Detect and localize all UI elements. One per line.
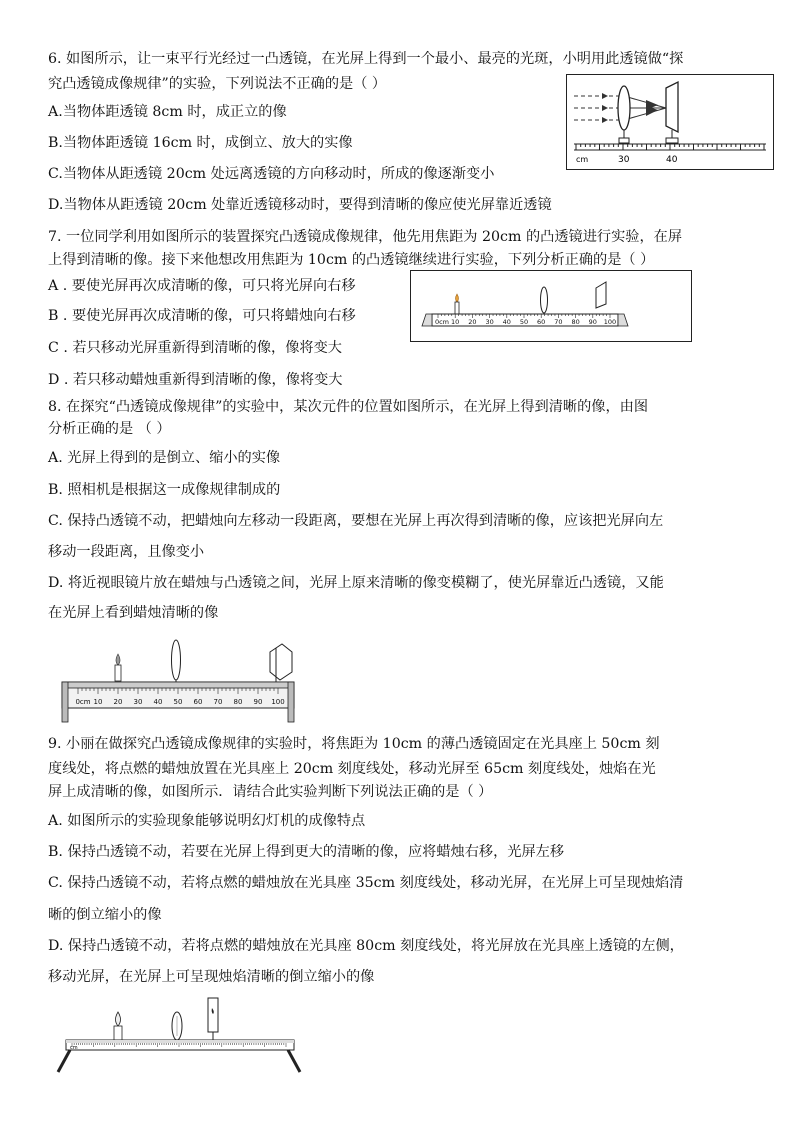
light-screen	[208, 998, 218, 1044]
ruler-unit-label: cm	[70, 1045, 78, 1051]
q9-figure	[48, 994, 308, 1078]
q8-stem-line-2: 分析正确的是 （ ）	[48, 421, 171, 437]
q6-option-d: D.当物体从距透镜 20cm 处靠近透镜移动时，要得到清晰的像应使光屏靠近透镜	[48, 197, 552, 213]
ruler-label: 80	[233, 698, 243, 706]
q8-option-a: A. 光屏上得到的是倒立、缩小的实像	[48, 450, 281, 466]
ruler-label: 30	[133, 698, 143, 706]
q6-option-a: A.当物体距透镜 8cm 时，成正立的像	[48, 104, 287, 120]
q6-option-c: C.当物体从距透镜 20cm 处远离透镜的方向移动时，所成的像逐渐变小	[48, 166, 495, 182]
q9-stem-line-2: 度线处，将点燃的蜡烛放置在光具座上 20cm 刻度线处，移动光屏至 65cm 刻度线处，烛焰在光	[48, 761, 656, 777]
ruler-label: 50	[173, 698, 183, 706]
q9-option-d: D. 保持凸透镜不动，若将点燃的蜡烛放在光具座 80cm 刻度线处，将光屏放在光具座上透镜的左侧，	[48, 938, 684, 954]
ruler-label-40: 40	[666, 155, 678, 165]
q9-option-a: A. 如图所示的实验现象能够说明幻灯机的成像特点	[48, 813, 366, 829]
q7-figure	[410, 270, 692, 342]
q6-option-b: B.当物体距透镜 16cm 时，成倒立、放大的实像	[48, 135, 353, 151]
q9-option-d-cont: 移动光屏，在光屏上可呈现烛焰清晰的倒立缩小的像	[48, 969, 375, 985]
ruler-label: 60	[537, 318, 546, 326]
ruler-label: 80	[571, 318, 580, 326]
q8-stem-line-1: 8. 在探究“凸透镜成像规律”的实验中，某次元件的位置如图所示，在光屏上得到清晰的像，由图	[48, 399, 649, 415]
q8-option-c-cont: 移动一段距离，且像变小	[48, 544, 205, 560]
ruler-label: 0cm	[434, 318, 450, 326]
optical-bench	[62, 682, 294, 722]
q9-stem-line-1: 9. 小丽在做探究凸透镜成像规律的实验时，将焦距为 10cm 的薄凸透镜固定在光具座上 50cm 刻	[48, 736, 660, 752]
q9-stem-line-3: 屏上成清晰的像，如图所示．请结合此实验判断下列说法正确的是（ ）	[48, 784, 493, 800]
ruler-label: 10	[93, 698, 103, 706]
ruler-label: 20	[113, 698, 123, 706]
q9-option-c-cont: 晰的倒立缩小的像	[48, 907, 162, 923]
q8-figure	[56, 638, 302, 724]
optical-bench	[58, 1040, 300, 1072]
q7-stem-line-2: 上得到清晰的像。接下来他想改用焦距为 10cm 的凸透镜继续进行实验，下列分析正确的是（ ）	[48, 252, 655, 268]
q9-option-c: C. 保持凸透镜不动，若将点燃的蜡烛放在光具座 35cm 刻度线处，移动光屏，在光屏上可呈现烛焰清	[48, 875, 684, 891]
ruler-label: 60	[193, 698, 203, 706]
q6-stem-line-2: 究凸透镜成像规律”的实验，下列说法不正确的是（ ）	[48, 76, 387, 92]
q7-option-a: A . 要使光屏再次成清晰的像，可只将光屏向右移	[48, 278, 356, 294]
q8-option-d-cont: 在光屏上看到蜡烛清晰的像	[48, 605, 219, 621]
q6-figure	[566, 74, 774, 170]
ruler-label: 90	[588, 318, 597, 326]
convex-lens	[172, 1012, 182, 1044]
ruler-label: 70	[554, 318, 563, 326]
q8-option-c: C. 保持凸透镜不动，把蜡烛向左移动一段距离，要想在光屏上再次得到清晰的像，应该把光屏向左	[48, 513, 664, 529]
q7-option-c: C . 若只移动光屏重新得到清晰的像，像将变大	[48, 340, 342, 356]
q7-option-d: D . 若只移动蜡烛重新得到清晰的像，像将变大	[48, 372, 343, 388]
candle	[455, 294, 459, 314]
ruler-label: 100	[603, 318, 617, 326]
ruler-label: 40	[502, 318, 511, 326]
optical-bench	[422, 314, 628, 326]
candle	[114, 1012, 122, 1044]
q7-option-b: B . 要使光屏再次成清晰的像，可只将蜡烛向右移	[48, 308, 356, 324]
ruler-label: 70	[213, 698, 223, 706]
convex-lens	[618, 86, 630, 130]
q9-option-b: B. 保持凸透镜不动，若要在光屏上得到更大的清晰的像，应将蜡烛右移，光屏左移	[48, 844, 565, 860]
convex-lens	[541, 287, 548, 313]
light-screen	[270, 644, 292, 680]
ruler-label: 10	[451, 318, 460, 326]
ruler-label: 90	[253, 698, 263, 706]
ruler-label: 0cm	[75, 698, 91, 706]
q6-stem-line-1: 6. 如图所示，让一束平行光经过一凸透镜，在光屏上得到一个最小、最亮的光斑，小明用此透镜做“探	[48, 51, 684, 67]
ruler-unit-label: cm	[576, 155, 589, 164]
ruler-label: 30	[485, 318, 494, 326]
q8-option-b: B. 照相机是根据这一成像规律制成的	[48, 482, 281, 498]
candle	[115, 654, 121, 681]
convex-lens	[172, 640, 181, 680]
ruler-label: 20	[468, 318, 477, 326]
ruler-label: 50	[519, 318, 529, 326]
q7-stem-line-1: 7. 一位同学利用如图所示的装置探究凸透镜成像规律，他先用焦距为 20cm 的凸透镜进行实验，在屏	[48, 229, 683, 245]
ruler-label-30: 30	[618, 155, 630, 165]
light-screen	[666, 82, 678, 132]
q8-option-d: D. 将近视眼镜片放在蜡烛与凸透镜之间，光屏上原来清晰的像变模糊了，使光屏靠近凸透镜，又能	[48, 575, 664, 591]
ruler-label: 40	[153, 698, 163, 706]
ruler-label: 100	[271, 698, 285, 706]
